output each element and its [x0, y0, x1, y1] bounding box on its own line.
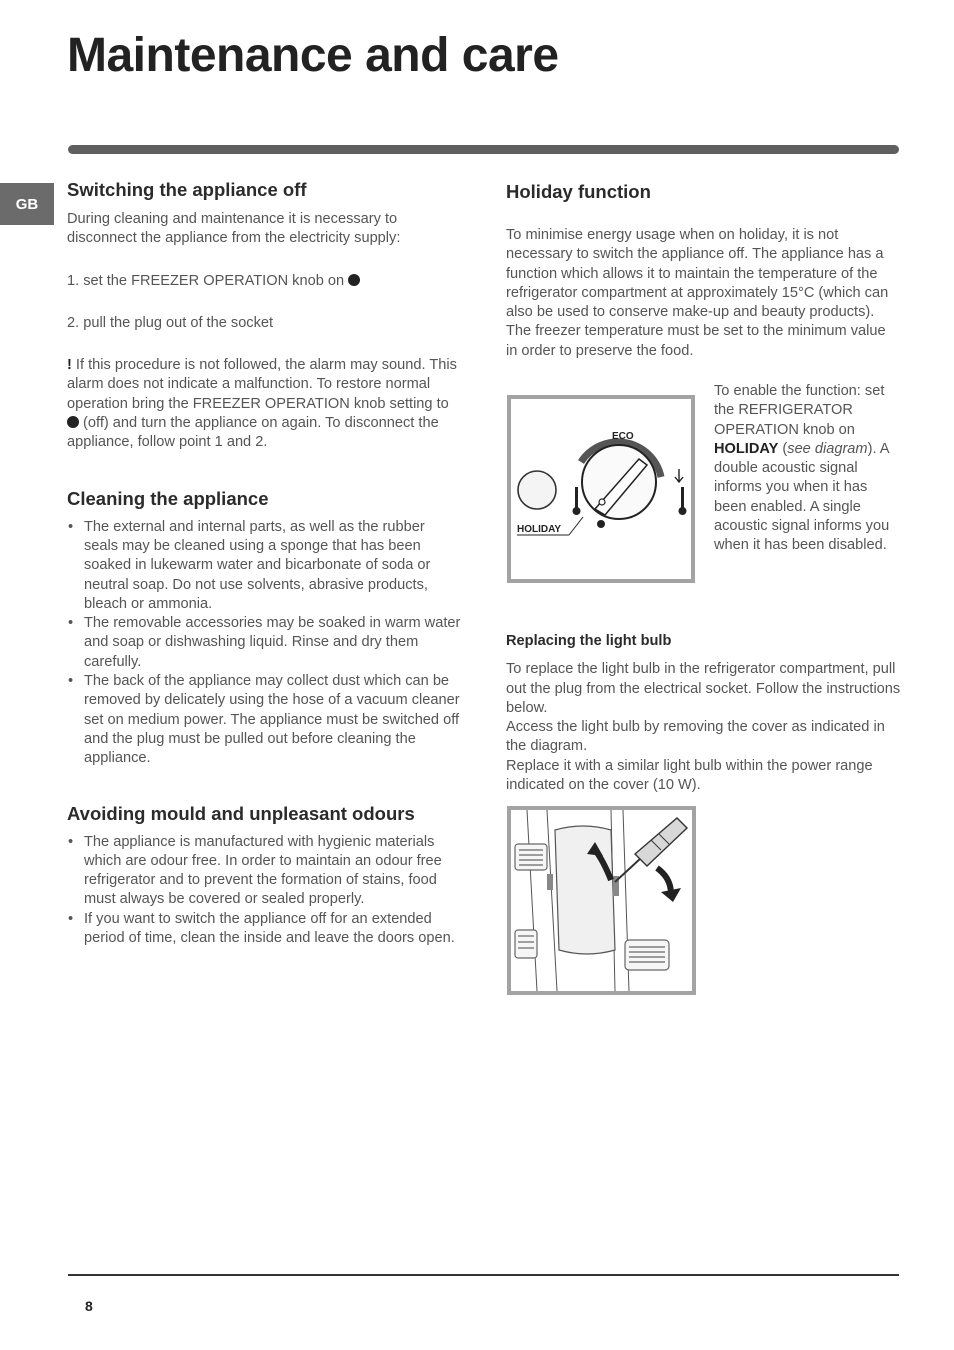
- page-title: Maintenance and care: [67, 29, 559, 82]
- list-item: • If you want to switch the appliance off for an extended period of time, clean the inside and leave the doors open.: [67, 910, 462, 949]
- switching-off-step-2: 2. pull the plug out of the socket: [67, 314, 274, 331]
- holiday-label: HOLIDAY: [517, 524, 562, 535]
- mould-list: [67, 833, 462, 949]
- light-bulb-heading: Replacing the light bulb: [506, 633, 672, 649]
- light-bulb-section: [506, 632, 901, 795]
- off-dot-icon: [348, 274, 360, 286]
- light-bulb-p1: To replace the light bulb in the refrigerator compartment, pull out the plug from the electrical socket. Follow the instructions below.: [506, 661, 901, 716]
- holiday-heading: Holiday function: [506, 181, 651, 202]
- mould-heading: Avoiding mould and unpleasant odours: [67, 802, 415, 824]
- holiday-knob-diagram: [507, 395, 695, 583]
- list-item: • The appliance is manufactured with hygienic materials which are odour free. In order to maintain an odour free refrigerator and to prevent the formation of stains, food must always be covered or sealed properly.: [67, 833, 462, 910]
- switching-off-warning: ! If this procedure is not followed, the alarm may sound. This alarm does not indicate a malfunction. To restore normal operation bring the FREEZER OPERATION knob setting to (off) and turn the appliance on again. To disconnect the appliance, follow point 1 and 2.: [67, 357, 457, 451]
- switching-off-heading: Switching the appliance off: [67, 179, 307, 200]
- bulb-cover-illustration: [511, 810, 692, 991]
- cleaning-heading: Cleaning the appliance: [67, 487, 269, 509]
- list-item: • The removable accessories may be soaked in warm water and soap or dishwashing liquid. Rinse and dry them carefully.: [67, 614, 462, 672]
- footer-rule: [68, 1274, 899, 1276]
- cleaning-list: [67, 518, 462, 769]
- holiday-body: To minimise energy usage when on holiday, it is not necessary to switch the appliance off. The appliance has a function which allows it to maintain the temperature of the refrigerator compartment at approximately 15°C (which can also be used to conserve make-up and beauty products). The freezer temperature must be set to the minimum value in order to preserve the food.: [506, 227, 889, 359]
- list-item: • The back of the appliance may collect dust which can be removed by delicately using the hose of a vacuum cleaner set on medium power. The appliance must be switched off and the plug must be pulled out before cleaning the appliance.: [67, 672, 462, 768]
- header-rule: [68, 145, 899, 154]
- light-bulb-p2: Access the light bulb by removing the cover as indicated in the diagram.: [506, 719, 885, 755]
- right-column: [506, 180, 901, 361]
- left-column: [67, 178, 462, 948]
- light-bulb-diagram: [507, 806, 696, 995]
- language-tab: GB: [0, 183, 54, 225]
- switching-off-step-1: 1. set the FREEZER OPERATION knob on: [67, 272, 462, 291]
- page-number: 8: [85, 1298, 93, 1314]
- warning-mark: !: [67, 357, 72, 374]
- off-dot-icon: [67, 416, 79, 428]
- holiday-enable-text: To enable the function: set the REFRIGERATOR OPERATION knob on HOLIDAY (see diagram). A double acoustic signal informs you when it has been enabled. A single acoustic signal informs you when it has been disabled.: [714, 383, 890, 554]
- knob-illustration: [511, 399, 691, 579]
- switching-off-intro: During cleaning and maintenance it is necessary to disconnect the appliance from the electricity supply:: [67, 211, 401, 247]
- light-bulb-p3: Replace it with a similar light bulb within the power range indicated on the cover (10 W).: [506, 757, 873, 794]
- list-item: • The external and internal parts, as well as the rubber seals may be cleaned using a sponge that has been soaked in lukewarm water and bicarbonate of soda or neutral soap. Do not use solvents, abrasive products, bleach or ammonia.: [67, 518, 462, 614]
- eco-label: ECO: [612, 431, 634, 442]
